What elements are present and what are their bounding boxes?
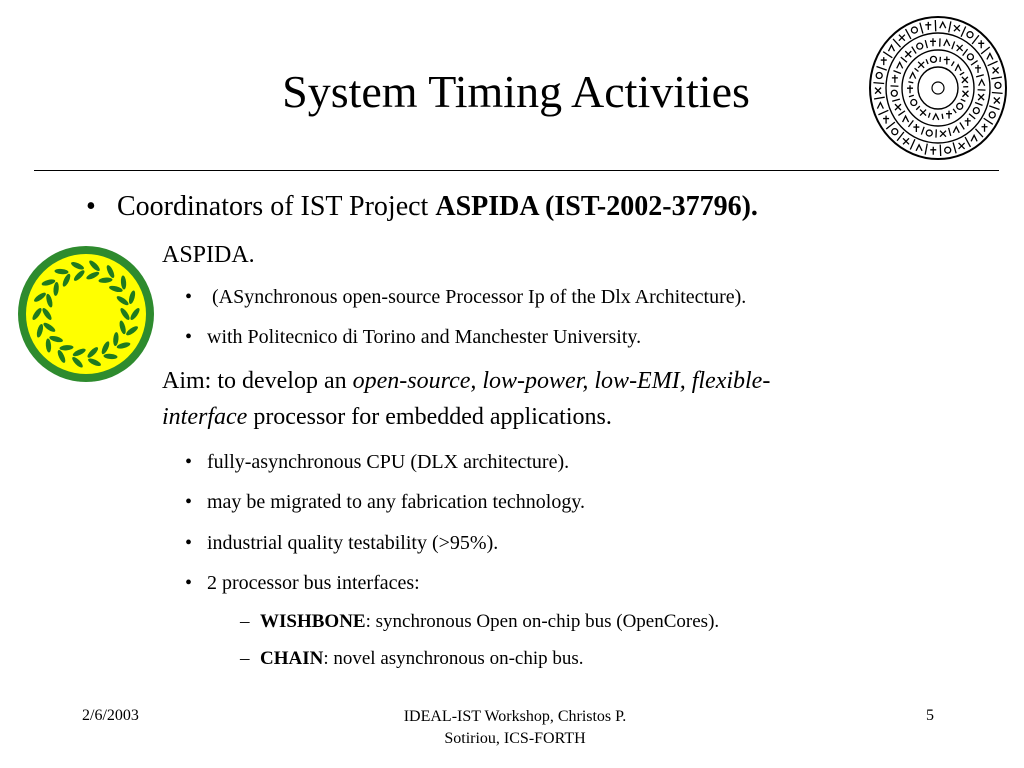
bullet-marker: •	[185, 451, 193, 473]
aim-italic-2: interface	[162, 404, 248, 430]
aim-prefix: Aim: to develop an	[162, 368, 353, 394]
bullet-marker: •	[185, 491, 193, 513]
disc-divider	[942, 114, 943, 119]
sub-bullet-interfaces: 2 processor bus interfaces:	[207, 572, 420, 594]
disc-divider	[992, 92, 1003, 93]
bullet-marker: •	[185, 286, 193, 308]
sub-bullet-acronym: (ASynchronous open-source Processor Ip of the Dlx Architecture).	[207, 286, 747, 308]
aim-line-1	[162, 366, 770, 396]
footer-page-number: 5	[926, 707, 934, 724]
chain-text: : novel asynchronous on-chip bus.	[323, 648, 584, 669]
aim-suffix: processor for embedded applications.	[247, 404, 612, 430]
laurel-wreath-logo	[16, 244, 156, 384]
bullet-marker: •	[86, 191, 96, 222]
wishbone-label: WISHBONE	[260, 611, 366, 632]
dash-marker: –	[240, 648, 250, 669]
dash-marker: –	[240, 611, 250, 632]
sub-bullet-testability: industrial quality testability (>95%).	[207, 532, 499, 554]
aspida-label: ASPIDA.	[162, 242, 255, 268]
wishbone-text: : synchronous Open on-chip bus (OpenCores).	[365, 611, 720, 632]
sub-bullet-cpu: fully-asynchronous CPU (DLX architecture).	[207, 451, 570, 473]
bullet-marker: •	[185, 326, 193, 348]
disc-divider	[873, 83, 884, 84]
project-id: ASPIDA (IST-2002-37796).	[435, 191, 758, 222]
sub-bullet-partners: with Politecnico di Torino and Manchester University.	[207, 326, 642, 348]
footer-author-line-2: Sotiriou, ICS-FORTH	[444, 730, 586, 747]
bullet-marker: •	[185, 572, 193, 594]
bullet-coordinators-text: Coordinators of IST Project	[117, 191, 436, 222]
sub-bullet-fabrication: may be migrated to any fabrication technology.	[207, 491, 586, 513]
footer-author-line-1: IDEAL-IST Workshop, Christos P.	[403, 708, 627, 725]
chain-label: CHAIN	[260, 648, 324, 669]
dash-item-wishbone	[260, 610, 719, 634]
bullet-marker: •	[185, 532, 193, 554]
aim-line-2	[162, 402, 612, 432]
phaistos-disc-icon	[866, 14, 1010, 162]
slide-title: System Timing Activities	[282, 66, 750, 117]
title-divider	[34, 170, 999, 171]
bullet-coordinators	[117, 190, 758, 224]
footer-date: 2/6/2003	[82, 707, 139, 724]
footer-author	[330, 706, 700, 750]
aim-italic-1: open-source, low-power, low-EMI, flexible-	[352, 368, 771, 394]
dash-item-chain	[260, 647, 584, 671]
